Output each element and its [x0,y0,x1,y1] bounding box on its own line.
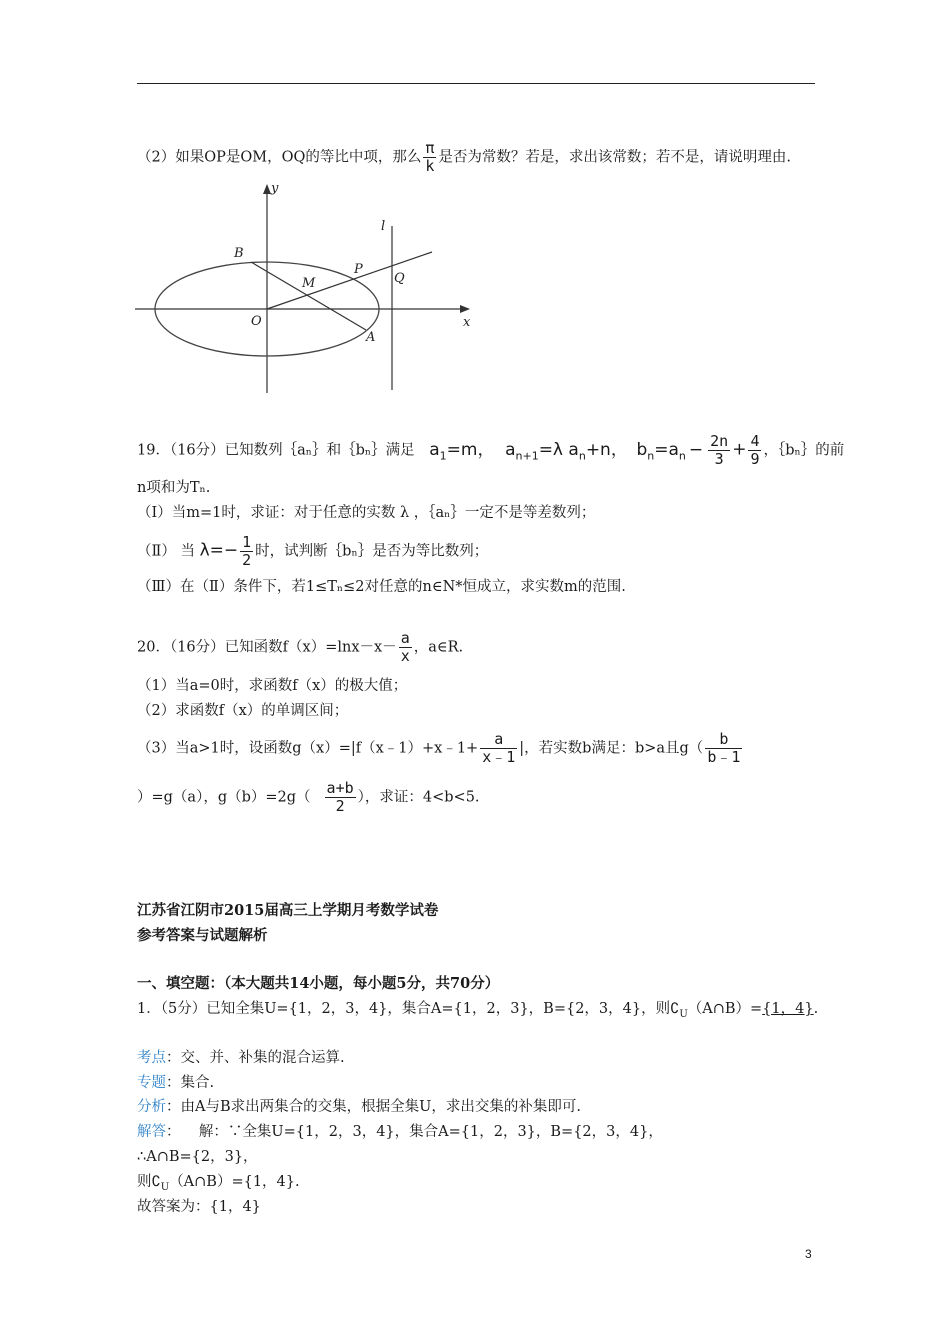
q19-formula-a1: $a_1=m$， [429,439,495,462]
label-M: M [302,276,316,291]
a1-step2: 则$∁_U(A\cap B)=\{1$，4}. [137,1174,300,1193]
frac-2n-3: $\frac{2n}{3}$ [710,432,729,468]
q20-part3: （3）当a>1时，设函数g（x）=|f（x﹣1）+x﹣1+ $\frac{a}{x﹣1}$ |，若实数b满足：b>a且g（ $\frac{b}{b﹣1}$ [137,730,741,766]
answer-subtitle: 参考答案与试题解析 [137,927,268,944]
a1-kaodian: 考点：交、并、补集的混合运算. [137,1050,345,1066]
q20-part2: （2）求函数f（x）的单调区间； [137,703,349,719]
q20-part3-cont: ）=g（a），g（b）=2g（ $\frac{a+b}{2}$ ），求证：4<b<5. [137,779,480,815]
label-P: P [354,262,363,277]
q18-part2-suffix: 是否为常数？若是，求出该常数；若不是，请说明理由. [438,149,792,166]
ellipse-figure [130,178,480,398]
frac-a-x: $\frac{a}{x}$ [400,629,410,665]
x-axis-arrow [460,305,470,313]
chord-BA [251,262,366,330]
frac-b-b-minus-1: $\frac{b}{b﹣1}$ [707,730,741,766]
a1-jieda: 解答： 解：∵全集U={1，2，3，4}，集合A={1，2，3}，B={2，3，4}， [137,1124,663,1140]
q19-statement: 19．（16分）已知数列｛aₙ｝和｛bₙ｝满足 $a_1=m$， $a_{n+1}=\lambda$ $a_n+n$， $b_n=a_n$ − $\frac{2n}{3}$ + $\frac{4}{9}$ ，｛bₙ｝的前 [137,432,845,468]
q19-formula-bn: $b_n=a_n$ − [636,439,704,462]
page-number: 3 [805,1247,812,1261]
a1-zhuanti: 专题：集合. [137,1075,215,1091]
a1-step1: ∴A∩B={2，3}， [137,1149,258,1165]
label-B: B [234,246,244,261]
a1-question: 1．（5分）已知全集U={1，2，3，4}，集合A={1，2，3}，B={2，3，4}，则$∁_U(A\cap B)=\{1$，4}. [137,1001,819,1020]
q19-part2: （Ⅱ） 当 λ=− $\frac{1}{2}$ 时，试判断｛bₙ｝是否为等比数列； [137,533,489,569]
q18-part2-prefix: （2）如果OP是OM，OQ的等比中项，那么 [137,149,422,166]
header-rule [137,83,815,84]
label-Q: Q [394,271,405,286]
frac-a-plus-b-2: $\frac{a+b}{2}$ [326,779,354,815]
q19-part1: （Ⅰ）当m=1时，求证：对于任意的实数 λ ，｛aₙ｝一定不是等差数列； [137,505,596,521]
label-y: y [271,181,279,196]
label-A: A [366,330,376,345]
q19-part3: （Ⅲ）在（Ⅱ）条件下，若1≤Tₙ≤2对任意的n∈N*恒成立，求实数m的范围. [137,579,626,595]
section-heading: 一、填空题：（本大题共14小题，每小题5分，共70分） [137,975,500,992]
q19-line2: n项和为Tₙ. [137,480,211,496]
frac-a-x-minus-1: $\frac{a}{x﹣1}$ [482,730,516,766]
a1-step3: 故答案为：{1，4} [137,1199,261,1215]
y-axis-arrow [263,184,271,194]
frac-4-9: $\frac{4}{9}$ [750,432,760,468]
answer-title: 江苏省江阴市2015届高三上学期月考数学试卷 [137,902,439,919]
q20-part1: （1）当a=0时，求函数f（x）的极大值； [137,678,408,694]
q19-formula-recurrence: $a_{n+1}=\lambda$ $a_n+n$， [505,439,628,462]
label-O: O [251,314,262,329]
ray-OQ [267,252,432,309]
label-x: x [463,315,471,330]
q18-part2 [137,140,791,175]
answer-blank: {1，4} [762,1001,814,1017]
pi-over-k-fraction: $\frac{\pi}{k}$ [425,139,435,175]
label-l: l [381,219,386,234]
frac-1-2: $\frac{1}{2}$ [242,533,252,569]
a1-fenxi: 分析：由A与B求出两集合的交集，根据全集U，求出交集的补集即可. [137,1099,581,1115]
q20-statement: 20．（16分）已知函数f（x）=lnx－x－ $\frac{a}{x}$ ，a∈R. [137,629,464,665]
